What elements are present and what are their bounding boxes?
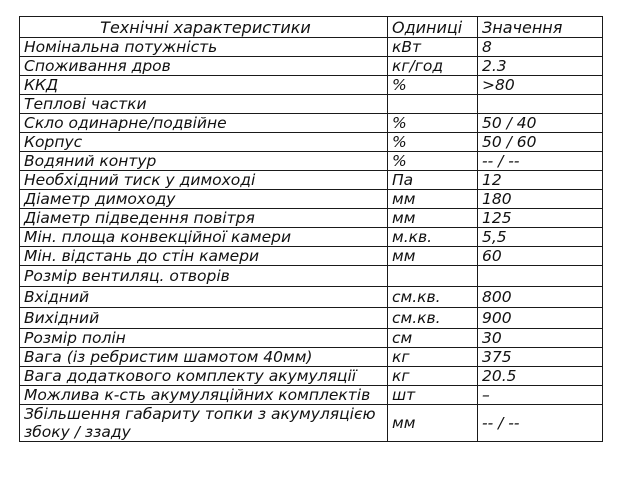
row-name: Необхідний тиск у димоході (20, 171, 388, 190)
row-unit: % (388, 114, 478, 133)
row-unit: м.кв. (388, 228, 478, 247)
row-unit: мм (388, 190, 478, 209)
row-name: Вага (із ребристим шамотом 40мм) (20, 348, 388, 367)
row-name: Розмір вентиляц. отворів (20, 266, 388, 287)
specifications-table (19, 16, 603, 442)
row-unit (388, 266, 478, 287)
row-unit: мм (388, 405, 478, 442)
row-name: Скло одинарне/подвійне (20, 114, 388, 133)
row-value: 900 (478, 308, 603, 329)
table-row (20, 76, 603, 95)
row-value: 125 (478, 209, 603, 228)
table-row (20, 38, 603, 57)
row-value (478, 95, 603, 114)
table-row (20, 386, 603, 405)
row-unit: см.кв. (388, 287, 478, 308)
row-unit: кг (388, 348, 478, 367)
row-value: 800 (478, 287, 603, 308)
row-value: 2.3 (478, 57, 603, 76)
row-name: Споживання дров (20, 57, 388, 76)
row-name: Вихідний (20, 308, 388, 329)
row-unit: см.кв. (388, 308, 478, 329)
table-row (20, 209, 603, 228)
row-name: Водяний контур (20, 152, 388, 171)
row-value: -- / -- (478, 405, 603, 442)
row-value: -- / -- (478, 152, 603, 171)
table-row (20, 405, 603, 442)
table-row (20, 133, 603, 152)
row-value: 50 / 60 (478, 133, 603, 152)
row-unit: % (388, 133, 478, 152)
row-name: Мін. площа конвекційної камери (20, 228, 388, 247)
row-unit: кг/год (388, 57, 478, 76)
row-name: Номінальна потужність (20, 38, 388, 57)
row-unit: кВт (388, 38, 478, 57)
row-value (478, 266, 603, 287)
table-row (20, 308, 603, 329)
row-name: Теплові частки (20, 95, 388, 114)
row-value: 20.5 (478, 367, 603, 386)
table-row (20, 247, 603, 266)
row-unit: см (388, 329, 478, 348)
header-name: Технічні характеристики (20, 17, 388, 38)
row-value: 180 (478, 190, 603, 209)
row-name: Діаметр підведення повітря (20, 209, 388, 228)
row-unit: мм (388, 209, 478, 228)
table-row (20, 367, 603, 386)
row-unit: % (388, 152, 478, 171)
table-row (20, 171, 603, 190)
table-row (20, 152, 603, 171)
row-unit: мм (388, 247, 478, 266)
row-value: 8 (478, 38, 603, 57)
row-value: 5,5 (478, 228, 603, 247)
table-row (20, 190, 603, 209)
row-unit: % (388, 76, 478, 95)
table-header-row (20, 17, 603, 38)
row-name: Розмір полін (20, 329, 388, 348)
row-value: – (478, 386, 603, 405)
row-unit: шт (388, 386, 478, 405)
row-value: >80 (478, 76, 603, 95)
row-value: 50 / 40 (478, 114, 603, 133)
row-value: 12 (478, 171, 603, 190)
row-unit: кг (388, 367, 478, 386)
header-unit: Одиниці (388, 17, 478, 38)
row-unit (388, 95, 478, 114)
row-unit: Па (388, 171, 478, 190)
row-name: Вага додаткового комплекту акумуляції (20, 367, 388, 386)
row-value: 60 (478, 247, 603, 266)
row-name: Вхідний (20, 287, 388, 308)
table-row (20, 266, 603, 287)
header-value: Значення (478, 17, 603, 38)
table-row (20, 114, 603, 133)
row-name: Діаметр димоходу (20, 190, 388, 209)
row-value: 375 (478, 348, 603, 367)
table-row (20, 287, 603, 308)
table-row (20, 348, 603, 367)
table-row (20, 57, 603, 76)
row-value: 30 (478, 329, 603, 348)
row-name: ККД (20, 76, 388, 95)
table-row (20, 95, 603, 114)
row-name: Збільшення габариту топки з акумуляцією збоку / ззаду (20, 405, 388, 442)
row-name: Можлива к-сть акумуляційних комплектів (20, 386, 388, 405)
table-row (20, 329, 603, 348)
row-name: Корпус (20, 133, 388, 152)
table-row (20, 228, 603, 247)
row-name: Мін. відстань до стін камери (20, 247, 388, 266)
